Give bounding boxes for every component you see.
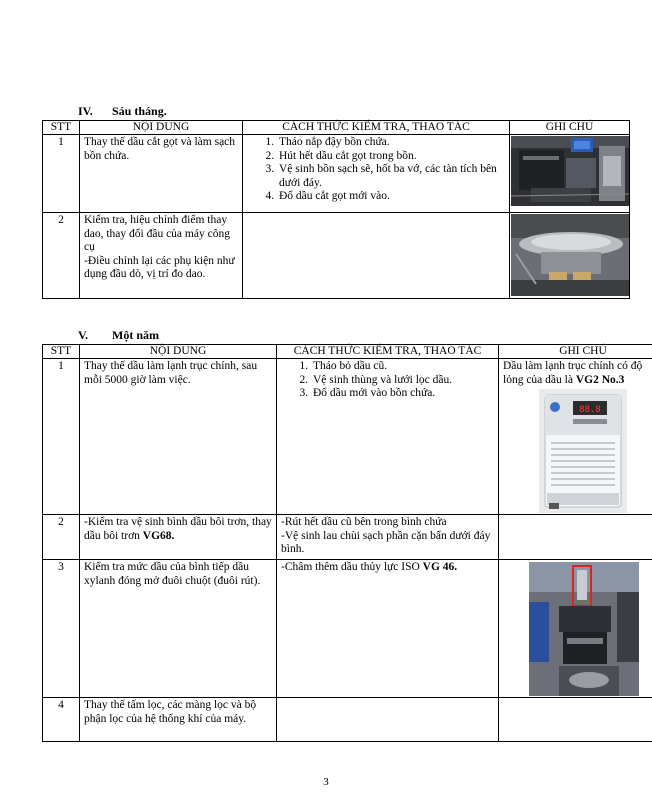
- row-note: [510, 135, 630, 213]
- row-note: [499, 698, 652, 742]
- cooler-display: 88.8: [579, 405, 601, 415]
- table-row: [43, 359, 652, 515]
- oil-grade: VG2 No.3: [575, 373, 625, 386]
- row-content: Thay thế tấm lọc, các màng lọc và bộ phận lọc của hệ thống khí của máy.: [80, 698, 277, 742]
- page-number: 3: [323, 776, 329, 788]
- row-stt: 1: [43, 359, 80, 515]
- list-item: 1. Tháo bỏ dầu cũ.: [311, 360, 494, 374]
- header-content: NỘI DUNG: [80, 345, 277, 359]
- list-item: 4. Đổ dầu cắt gọt mới vào.: [277, 190, 505, 204]
- hydraulic-grade: VG 46.: [422, 561, 458, 573]
- row-stt: 3: [43, 560, 80, 698]
- row-content: Kiểm tra mức dầu của bình tiếp dầu xylanh đóng mở đuôi chuột (đuôi rút).: [80, 560, 277, 698]
- method-line: -Rút hết dầu cũ bên trong bình chứa: [281, 516, 447, 528]
- row-content: Thay thế dầu cắt gọt và làm sạch bồn chứa.: [80, 135, 243, 213]
- row-note: [499, 359, 652, 515]
- section-4-number: IV.: [78, 104, 93, 118]
- list-item: 1. Tháo nắp đậy bồn chứa.: [277, 136, 505, 150]
- tool-changer-photo: [511, 214, 629, 296]
- method-line: -Vệ sinh lau chùi sạch phần cặn bẩn dưới đáy bình.: [281, 529, 491, 555]
- row-stt: 2: [43, 213, 80, 299]
- row-method: [243, 213, 510, 299]
- row-stt: 1: [43, 135, 80, 213]
- section-5-table: [42, 344, 652, 742]
- table-header-row: [43, 345, 652, 359]
- row-method: [243, 135, 510, 213]
- lube-grade: VG68.: [142, 529, 175, 542]
- tailstock-cylinder-photo: [529, 562, 639, 696]
- oil-cooler-photo: [539, 389, 627, 513]
- row-method: -Châm thêm dầu thủy lực ISO VG 46.: [277, 560, 499, 698]
- table-row: [43, 560, 652, 698]
- row-note: [510, 213, 630, 299]
- row-content: -Kiểm tra vệ sinh bình dầu bôi trơn, thay dầu bôi trơn VG68.: [80, 515, 277, 560]
- steps-list: [247, 136, 505, 204]
- section-4-table: [42, 120, 630, 299]
- header-stt: STT: [43, 121, 80, 135]
- header-stt: STT: [43, 345, 80, 359]
- section-4-title: Sáu tháng.: [112, 104, 167, 118]
- table-row: [43, 515, 652, 560]
- list-item: 2. Vệ sinh thùng và lưới lọc dầu.: [311, 374, 494, 388]
- row-method: [277, 698, 499, 742]
- note-text: Dầu làm lạnh trục chính có độ lỏng của dầu là VG2 No.3: [503, 360, 643, 386]
- coolant-tank-photo: [511, 136, 629, 206]
- row-stt: 4: [43, 698, 80, 742]
- table-row: [43, 213, 630, 299]
- row-method: [277, 359, 499, 515]
- header-method: CÁCH THỨC KIỂM TRA, THAO TÁC: [277, 345, 499, 359]
- row-note: [499, 560, 652, 698]
- list-item: 3. Vệ sinh bồn sạch sẽ, hốt ba vớ, các tàn tích bên dưới đáy.: [277, 163, 505, 190]
- table-header-row: [43, 121, 630, 135]
- header-note: GHI CHÚ: [510, 121, 630, 135]
- row-content: [80, 213, 243, 299]
- content-line: Kiểm tra, hiệu chỉnh điểm thay dao, thay đổi đầu của máy công cụ: [84, 214, 230, 253]
- section-5-number: V.: [78, 328, 89, 342]
- steps-list: [281, 360, 494, 401]
- row-content: Thay thế dầu làm lạnh trục chính, sau mỗi 5000 giờ làm việc.: [80, 359, 277, 515]
- row-stt: 2: [43, 515, 80, 560]
- header-note: GHI CHÚ: [499, 345, 652, 359]
- header-content: NỘI DUNG: [80, 121, 243, 135]
- row-method: [277, 515, 499, 560]
- section-5-heading: [78, 328, 159, 343]
- row-note: [499, 515, 652, 560]
- header-method: CÁCH THỨC KIỂM TRA, THAO TÁC: [243, 121, 510, 135]
- content-line: -Điều chỉnh lại các phụ kiện như dụng đầu dò, vị trí đo dao.: [84, 254, 235, 280]
- table-row: [43, 698, 652, 742]
- table-row: [43, 135, 630, 213]
- list-item: 2. Hút hết dầu cắt gọt trong bồn.: [277, 150, 505, 164]
- section-5-title: Một năm: [112, 328, 159, 342]
- list-item: 3. Đổ dầu mới vào bồn chứa.: [311, 387, 494, 401]
- section-4-heading: [78, 104, 167, 119]
